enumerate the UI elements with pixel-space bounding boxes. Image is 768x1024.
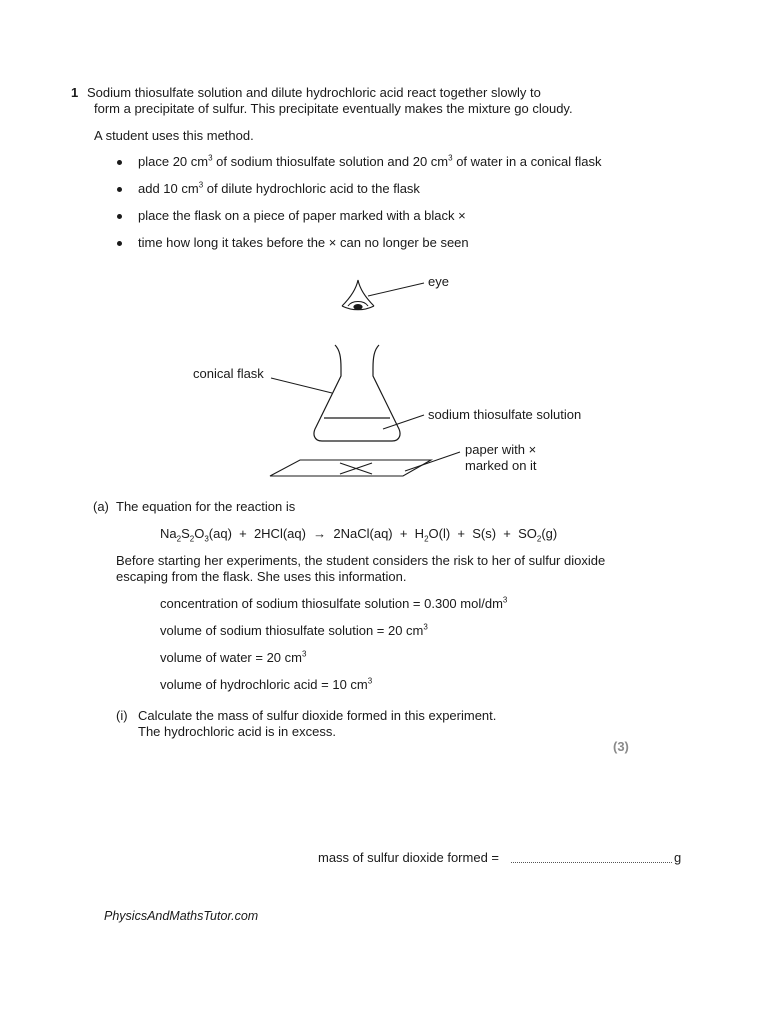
footer-site: PhysicsAndMathsTutor.com	[104, 909, 259, 923]
label-conical-flask: conical flask	[193, 366, 264, 381]
intro-line-1: Sodium thiosulfate solution and dilute hydrochloric acid react together slowly to	[87, 85, 541, 100]
answer-unit: g	[674, 850, 682, 865]
answer-field[interactable]	[511, 862, 672, 863]
risk-line-2: escaping from the flask. She uses this information.	[116, 569, 407, 584]
solution-leader-line	[383, 415, 424, 429]
equation-intro: The equation for the reaction is	[116, 499, 296, 514]
part-i-label: (i)	[116, 708, 128, 723]
marks-badge: (3)	[613, 739, 629, 754]
flask-leader-line	[271, 378, 332, 393]
label-paper-1: paper with ×	[465, 442, 537, 457]
part-a-label: (a)	[93, 499, 109, 514]
part-i-line-2: The hydrochloric acid is in excess.	[138, 724, 336, 739]
label-eye: eye	[428, 274, 449, 289]
info-acid-volume: volume of hydrochloric acid = 10 $cm^3$	[160, 676, 373, 692]
method-intro: A student uses this method.	[94, 128, 254, 143]
eye-icon	[342, 280, 374, 310]
intro-line-2: form a precipitate of sulfur. This precipitate eventually makes the mixture go cloudy.	[94, 101, 573, 116]
info-thiosulfate-volume: volume of sodium thiosulfate solution = 20 $cm^3$	[160, 622, 428, 638]
chemical-equation: $Na_2S_2O_3(aq) + 2HCl(aq)$ → 2NaCl(aq) + $H_2O(l) + S(s) + SO_2(g)$	[160, 526, 558, 544]
info-concentration: concentration of sodium thiosulfate solution = 0.300 mol/$dm^3$	[160, 595, 508, 611]
label-solution: sodium thiosulfate solution	[428, 407, 582, 422]
label-paper-2: marked on it	[465, 458, 537, 473]
bullet-2: add 10 $cm^3$ of dilute hydrochloric acid to the flask	[138, 180, 420, 196]
bullet-1: place 20 $cm^3$ of sodium thiosulfate solution and 20 $cm^3$ of water in a conical flask	[138, 153, 602, 169]
answer-label: mass of sulfur dioxide formed =	[318, 850, 499, 865]
question-number: 1	[71, 85, 79, 100]
part-i-line-1: Calculate the mass of sulfur dioxide formed in this experiment.	[138, 708, 497, 723]
info-water-volume: volume of water = 20 $cm^3$	[160, 649, 307, 665]
bullet-4: time how long it takes before the × can no longer be seen	[138, 235, 469, 250]
bullet-3: place the flask on a piece of paper marked with a black ×	[138, 208, 466, 223]
eye-leader-line	[368, 283, 424, 296]
paper-icon	[270, 460, 431, 476]
flask-icon	[314, 345, 400, 441]
risk-line-1: Before starting her experiments, the student considers the risk to her of sulfur dioxide	[116, 553, 606, 568]
paper-leader-line	[405, 452, 460, 471]
